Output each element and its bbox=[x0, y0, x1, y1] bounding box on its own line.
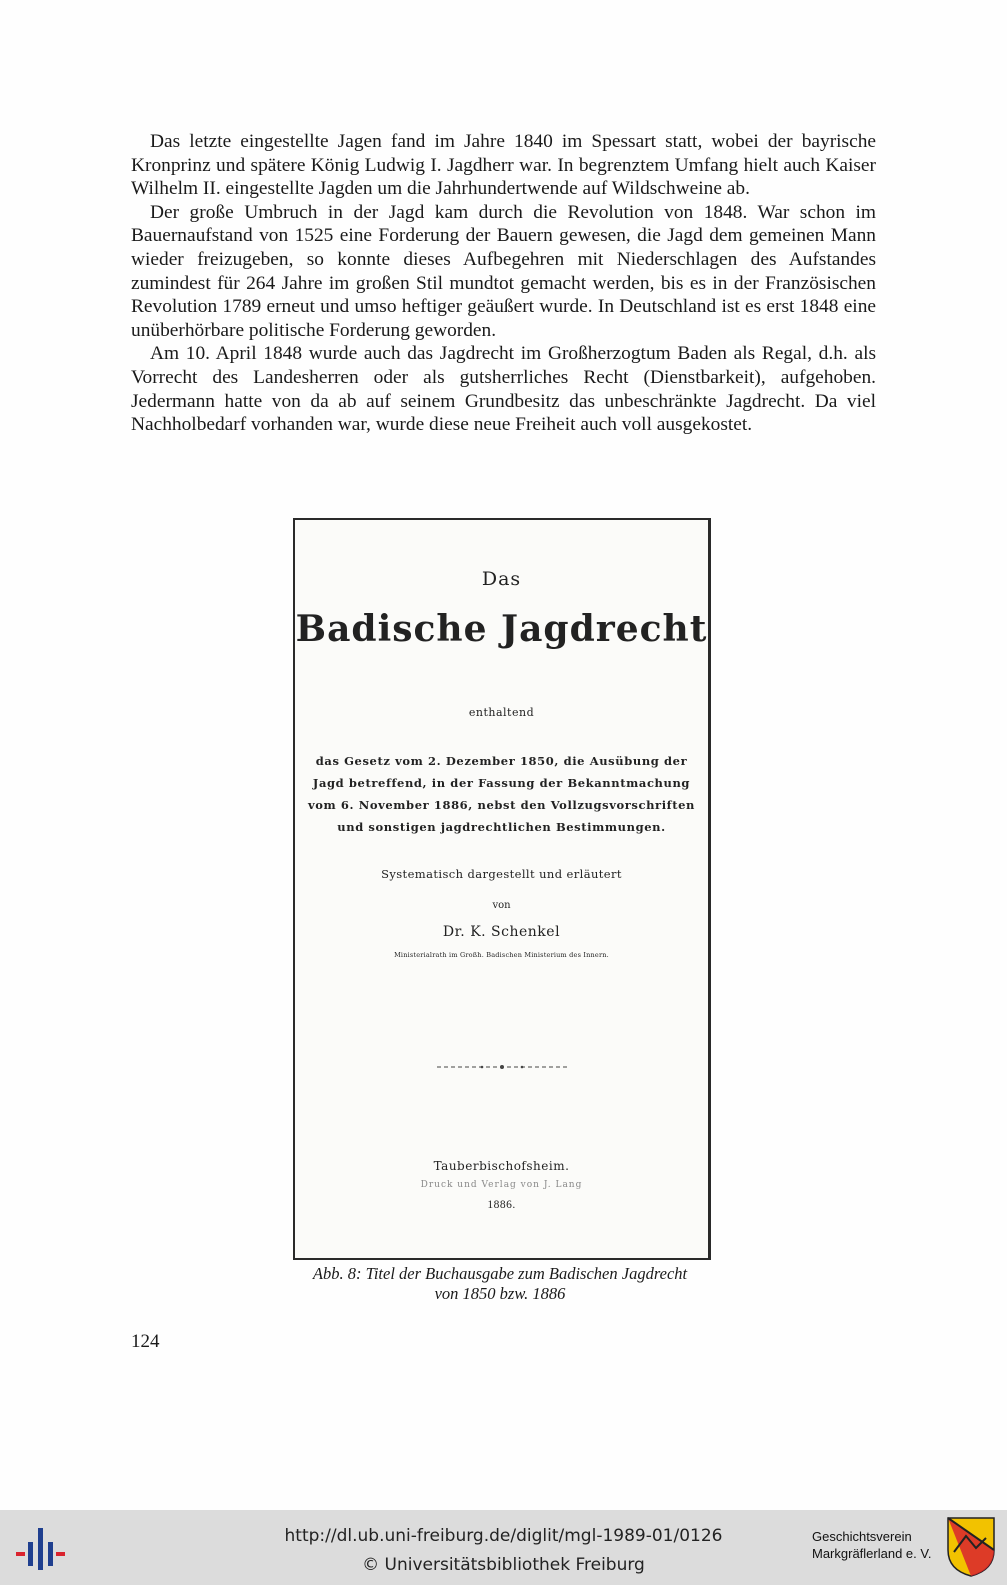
footer-bar bbox=[0, 1510, 1007, 1585]
figure-description-line: Jagd betreffend, in der Fassung der Bekanntmachung bbox=[312, 776, 691, 790]
figure-enthaltend: enthaltend bbox=[468, 706, 535, 719]
figure-description-line: das Gesetz vom 2. Dezember 1850, die Ausübung der bbox=[315, 754, 688, 768]
society-name bbox=[812, 1528, 931, 1562]
figure-description-line: und sonstigen jagdrechtlichen Bestimmungen. bbox=[337, 820, 666, 834]
figure-caption bbox=[250, 1264, 750, 1303]
page-number: 124 bbox=[131, 1331, 160, 1352]
body-text bbox=[131, 130, 876, 437]
figure-description-line: vom 6. November 1886, nebst den Vollzugsvorschriften bbox=[307, 798, 696, 812]
figure-place: Tauberbischofsheim. bbox=[433, 1159, 570, 1173]
ornament-divider-icon bbox=[437, 1064, 567, 1070]
footer-copyright: © Universitätsbibliothek Freiburg bbox=[362, 1555, 645, 1575]
book-title-figure bbox=[293, 518, 711, 1260]
caption-line: Abb. 8: Titel der Buchausgabe zum Badischen Jagdrecht bbox=[312, 1264, 688, 1283]
society-name-line: Markgräflerland e. V. bbox=[812, 1546, 932, 1561]
figure-printer: Druck und Verlag von J. Lang bbox=[420, 1180, 583, 1190]
figure-von: von bbox=[492, 900, 511, 911]
caption-line: von 1850 bzw. 1886 bbox=[434, 1283, 566, 1303]
paragraph: Der große Umbruch in der Jagd kam durch die Revolution von 1848. War schon im Bauernaufstand von 1525 eine Forderung der Bauern gewesen, die Jagd dem gemeinen Mann wieder freizugeben, so konnte dieses Aufbegehren mit Niederschlagen des Aufstandes zumindest für 264 Jahre im großen Stil mundtot gemacht werden, bis es in der Französischen Revolution 1789 erneut und umso heftiger geäußert wurde. In Deutschland ist es erst 1848 eine unüberhörbare politische Forderung geworden. bbox=[131, 201, 876, 341]
figure-author-role: Ministerialrath im Großh. Badischen Ministerium des Innern. bbox=[394, 951, 609, 959]
figure-systematisch: Systematisch dargestellt und erläutert bbox=[381, 867, 622, 881]
figure-description bbox=[295, 750, 708, 838]
figure-main-title: Badische Jagdrecht bbox=[295, 608, 708, 650]
figure-das: Das bbox=[481, 568, 522, 590]
footer-url-link[interactable]: http://dl.ub.uni-freiburg.de/diglit/mgl-1989-01/0126 bbox=[284, 1526, 723, 1546]
paragraph: Am 10. April 1848 wurde auch das Jagdrecht im Großherzogtum Baden als Regal, d.h. als Vorrecht des Landesherren oder als gutsherrliches Recht (Dienstbarkeit), aufgehoben. Jedermann hatte von da ab auf seinem Grundbesitz das unbeschränkte Jagdrecht. Da viel Nachholbedarf vorhanden war, wurde diese neue Freiheit auch voll ausgekostet. bbox=[131, 343, 876, 436]
coat-of-arms-icon bbox=[946, 1516, 996, 1578]
figure-year: 1886. bbox=[487, 1199, 516, 1211]
paragraph: Das letzte eingestellte Jagen fand im Jahre 1840 im Spessart statt, wobei der bayrische Kronprinz und spätere König Ludwig I. Jagdherr war. In begrenztem Umfang hielt auch Kaiser Wilhelm II. eingestellte Jagden um die Jahrhundertwende auf Wildschweine ab. bbox=[131, 131, 876, 200]
figure-author: Dr. K. Schenkel bbox=[442, 924, 561, 940]
society-name-line: Geschichtsverein bbox=[812, 1529, 912, 1544]
